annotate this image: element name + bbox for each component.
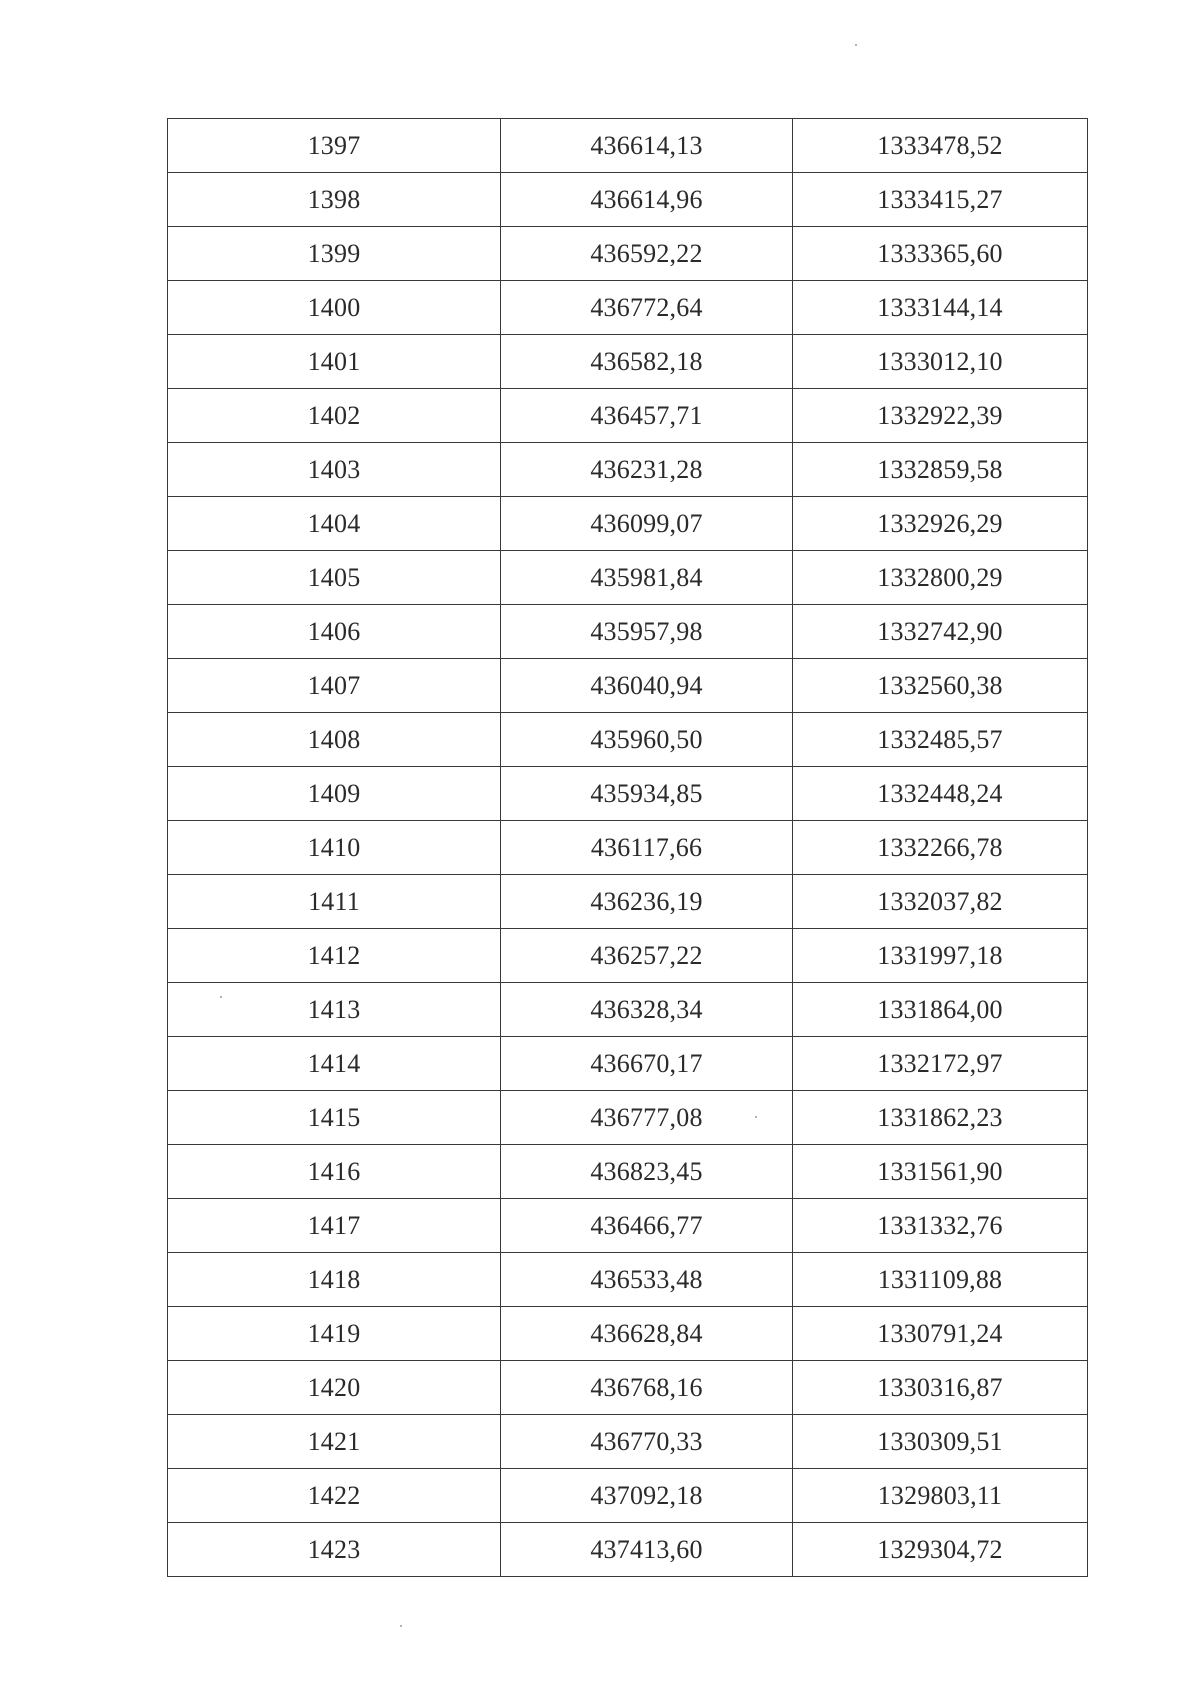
table-row [168, 119, 1088, 173]
x-coordinate-cell: 436770,33 [501, 1415, 793, 1469]
x-coordinate-cell: 436040,94 [501, 659, 793, 713]
table-row [168, 659, 1088, 713]
table-row [168, 1415, 1088, 1469]
table-row [168, 875, 1088, 929]
y-coordinate-cell: 1330316,87 [793, 1361, 1088, 1415]
table-row [168, 1145, 1088, 1199]
point-number-cell: 1421 [168, 1415, 501, 1469]
x-coordinate-cell: 436533,48 [501, 1253, 793, 1307]
y-coordinate-cell: 1332448,24 [793, 767, 1088, 821]
y-coordinate-cell: 1331997,18 [793, 929, 1088, 983]
y-coordinate-cell: 1332859,58 [793, 443, 1088, 497]
point-number-cell: 1418 [168, 1253, 501, 1307]
table-row [168, 767, 1088, 821]
table-row [168, 1037, 1088, 1091]
x-coordinate-cell: 436236,19 [501, 875, 793, 929]
table-row [168, 227, 1088, 281]
y-coordinate-cell: 1329803,11 [793, 1469, 1088, 1523]
y-coordinate-cell: 1333144,14 [793, 281, 1088, 335]
point-number-cell: 1413 [168, 983, 501, 1037]
table-row [168, 281, 1088, 335]
coordinates-table-body [168, 119, 1088, 1577]
y-coordinate-cell: 1333012,10 [793, 335, 1088, 389]
table-row [168, 713, 1088, 767]
point-number-cell: 1401 [168, 335, 501, 389]
y-coordinate-cell: 1333478,52 [793, 119, 1088, 173]
y-coordinate-cell: 1333365,60 [793, 227, 1088, 281]
point-number-cell: 1415 [168, 1091, 501, 1145]
point-number-cell: 1412 [168, 929, 501, 983]
x-coordinate-cell: 436614,96 [501, 173, 793, 227]
x-coordinate-cell: 435981,84 [501, 551, 793, 605]
point-number-cell: 1402 [168, 389, 501, 443]
table-row [168, 983, 1088, 1037]
x-coordinate-cell: 436670,17 [501, 1037, 793, 1091]
x-coordinate-cell: 436257,22 [501, 929, 793, 983]
x-coordinate-cell: 435957,98 [501, 605, 793, 659]
point-number-cell: 1397 [168, 119, 501, 173]
x-coordinate-cell: 435960,50 [501, 713, 793, 767]
table-row [168, 335, 1088, 389]
point-number-cell: 1416 [168, 1145, 501, 1199]
point-number-cell: 1400 [168, 281, 501, 335]
x-coordinate-cell: 436099,07 [501, 497, 793, 551]
x-coordinate-cell: 435934,85 [501, 767, 793, 821]
y-coordinate-cell: 1331561,90 [793, 1145, 1088, 1199]
point-number-cell: 1409 [168, 767, 501, 821]
table-row [168, 551, 1088, 605]
x-coordinate-cell: 436231,28 [501, 443, 793, 497]
table-row [168, 1307, 1088, 1361]
y-coordinate-cell: 1332800,29 [793, 551, 1088, 605]
table-row [168, 1253, 1088, 1307]
table-row [168, 929, 1088, 983]
point-number-cell: 1411 [168, 875, 501, 929]
table-row [168, 173, 1088, 227]
x-coordinate-cell: 436823,45 [501, 1145, 793, 1199]
y-coordinate-cell: 1331864,00 [793, 983, 1088, 1037]
table-row [168, 1361, 1088, 1415]
table-row [168, 497, 1088, 551]
y-coordinate-cell: 1332560,38 [793, 659, 1088, 713]
scan-speck [400, 1625, 402, 1627]
x-coordinate-cell: 436466,77 [501, 1199, 793, 1253]
point-number-cell: 1398 [168, 173, 501, 227]
x-coordinate-cell: 436772,64 [501, 281, 793, 335]
point-number-cell: 1422 [168, 1469, 501, 1523]
y-coordinate-cell: 1331109,88 [793, 1253, 1088, 1307]
table-row [168, 1469, 1088, 1523]
y-coordinate-cell: 1332037,82 [793, 875, 1088, 929]
x-coordinate-cell: 437413,60 [501, 1523, 793, 1577]
x-coordinate-cell: 436777,08 [501, 1091, 793, 1145]
point-number-cell: 1420 [168, 1361, 501, 1415]
y-coordinate-cell: 1332926,29 [793, 497, 1088, 551]
table-row [168, 1523, 1088, 1577]
table-row [168, 389, 1088, 443]
y-coordinate-cell: 1332485,57 [793, 713, 1088, 767]
y-coordinate-cell: 1331332,76 [793, 1199, 1088, 1253]
point-number-cell: 1410 [168, 821, 501, 875]
y-coordinate-cell: 1332266,78 [793, 821, 1088, 875]
point-number-cell: 1404 [168, 497, 501, 551]
point-number-cell: 1417 [168, 1199, 501, 1253]
y-coordinate-cell: 1330791,24 [793, 1307, 1088, 1361]
point-number-cell: 1399 [168, 227, 501, 281]
point-number-cell: 1403 [168, 443, 501, 497]
x-coordinate-cell: 436768,16 [501, 1361, 793, 1415]
scan-speck [855, 44, 857, 46]
x-coordinate-cell: 436582,18 [501, 335, 793, 389]
table-row [168, 605, 1088, 659]
table-row [168, 821, 1088, 875]
y-coordinate-cell: 1330309,51 [793, 1415, 1088, 1469]
table-row [168, 1091, 1088, 1145]
x-coordinate-cell: 436457,71 [501, 389, 793, 443]
point-number-cell: 1419 [168, 1307, 501, 1361]
y-coordinate-cell: 1332172,97 [793, 1037, 1088, 1091]
point-number-cell: 1406 [168, 605, 501, 659]
x-coordinate-cell: 436328,34 [501, 983, 793, 1037]
point-number-cell: 1423 [168, 1523, 501, 1577]
y-coordinate-cell: 1332922,39 [793, 389, 1088, 443]
point-number-cell: 1407 [168, 659, 501, 713]
point-number-cell: 1414 [168, 1037, 501, 1091]
point-number-cell: 1408 [168, 713, 501, 767]
table-row [168, 1199, 1088, 1253]
y-coordinate-cell: 1333415,27 [793, 173, 1088, 227]
y-coordinate-cell: 1332742,90 [793, 605, 1088, 659]
x-coordinate-cell: 436592,22 [501, 227, 793, 281]
y-coordinate-cell: 1329304,72 [793, 1523, 1088, 1577]
coordinates-table [167, 118, 1088, 1577]
x-coordinate-cell: 436117,66 [501, 821, 793, 875]
table-row [168, 443, 1088, 497]
y-coordinate-cell: 1331862,23 [793, 1091, 1088, 1145]
x-coordinate-cell: 436614,13 [501, 119, 793, 173]
point-number-cell: 1405 [168, 551, 501, 605]
x-coordinate-cell: 437092,18 [501, 1469, 793, 1523]
x-coordinate-cell: 436628,84 [501, 1307, 793, 1361]
